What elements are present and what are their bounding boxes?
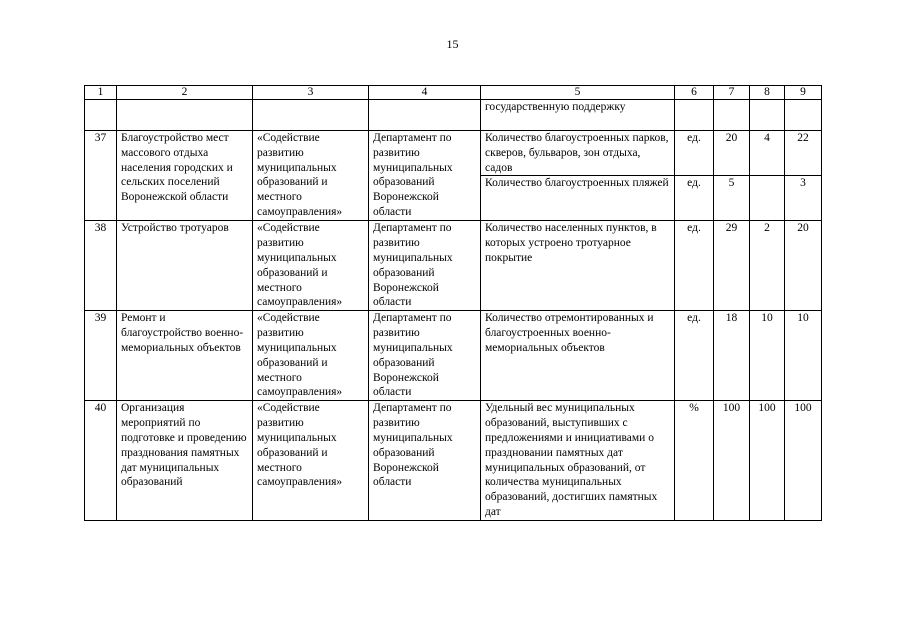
value-cell: 29 bbox=[714, 221, 750, 311]
row-number: 39 bbox=[85, 311, 117, 401]
program-cell: «Содействие развитию муниципальных образований и местного самоуправления» bbox=[253, 221, 369, 311]
value-cell: 100 bbox=[714, 401, 750, 520]
row-number: 40 bbox=[85, 401, 117, 520]
column-header: 8 bbox=[750, 86, 785, 100]
row-number: 37 bbox=[85, 131, 117, 221]
indicator-cell: государственную поддержку bbox=[481, 100, 675, 131]
unit-cell: ед. bbox=[675, 221, 714, 311]
activity-cell: Ремонт и благоустройство военно-мемориальных объектов bbox=[117, 311, 253, 401]
value-cell: 3 bbox=[785, 176, 822, 221]
executor-cell: Департамент по развитию муниципальных образований Воронежской области bbox=[369, 131, 481, 221]
indicator-cell: Количество населенных пунктов, в которых устроено тротуарное покрытие bbox=[481, 221, 675, 311]
activity-cell: Благоустройство мест массового отдыха населения городских и сельских поселений Воронежской области bbox=[117, 131, 253, 221]
value-cell: 2 bbox=[750, 221, 785, 311]
table-row bbox=[85, 221, 822, 311]
column-header: 3 bbox=[253, 86, 369, 100]
value-cell: 22 bbox=[785, 131, 822, 176]
value-cell: 100 bbox=[750, 401, 785, 520]
value-cell: 20 bbox=[714, 131, 750, 176]
unit-cell: ед. bbox=[675, 176, 714, 221]
executor-cell: Департамент по развитию муниципальных образований Воронежской области bbox=[369, 221, 481, 311]
value-cell: 20 bbox=[785, 221, 822, 311]
page-number: 15 bbox=[446, 37, 459, 51]
program-cell: «Содействие развитию муниципальных образований и местного самоуправления» bbox=[253, 311, 369, 401]
value-cell: 4 bbox=[750, 131, 785, 176]
table-row bbox=[85, 401, 822, 520]
column-header: 6 bbox=[675, 86, 714, 100]
column-header: 9 bbox=[785, 86, 822, 100]
program-cell: «Содействие развитию муниципальных образований и местного самоуправления» bbox=[253, 131, 369, 221]
activity-cell: Организация мероприятий по подготовке и проведению празднования памятных дат муниципальных образований bbox=[117, 401, 253, 520]
indicator-cell: Количество благоустроенных парков, скверов, бульваров, зон отдыха, садов bbox=[481, 131, 675, 176]
executor-cell: Департамент по развитию муниципальных образований Воронежской области bbox=[369, 311, 481, 401]
value-cell: 5 bbox=[714, 176, 750, 221]
value-cell: 100 bbox=[785, 401, 822, 520]
column-header: 7 bbox=[714, 86, 750, 100]
activity-cell: Устройство тротуаров bbox=[117, 221, 253, 311]
indicator-cell: Удельный вес муниципальных образований, выступивших с предложениями и инициативами о праздновании памятных дат муниципальных образований, от количества муниципальных образований, достигших памятных дат bbox=[481, 401, 675, 520]
indicator-cell: Количество отремонтированных и благоустроенных военно-мемориальных объектов bbox=[481, 311, 675, 401]
indicator-cell: Количество благоустроенных пляжей bbox=[481, 176, 675, 221]
table-row bbox=[85, 131, 822, 176]
value-cell bbox=[750, 176, 785, 221]
indicators-table bbox=[84, 85, 822, 521]
table-row-continuation bbox=[85, 100, 822, 131]
program-cell: «Содействие развитию муниципальных образований и местного самоуправления» bbox=[253, 401, 369, 520]
unit-cell: % bbox=[675, 401, 714, 520]
column-header: 4 bbox=[369, 86, 481, 100]
value-cell: 10 bbox=[750, 311, 785, 401]
column-header: 2 bbox=[117, 86, 253, 100]
executor-cell: Департамент по развитию муниципальных образований Воронежской области bbox=[369, 401, 481, 520]
value-cell: 18 bbox=[714, 311, 750, 401]
header-row bbox=[85, 86, 822, 100]
value-cell: 10 bbox=[785, 311, 822, 401]
row-number: 38 bbox=[85, 221, 117, 311]
table-row bbox=[85, 311, 822, 401]
unit-cell: ед. bbox=[675, 131, 714, 176]
column-header: 1 bbox=[85, 86, 117, 100]
unit-cell: ед. bbox=[675, 311, 714, 401]
column-header: 5 bbox=[481, 86, 675, 100]
